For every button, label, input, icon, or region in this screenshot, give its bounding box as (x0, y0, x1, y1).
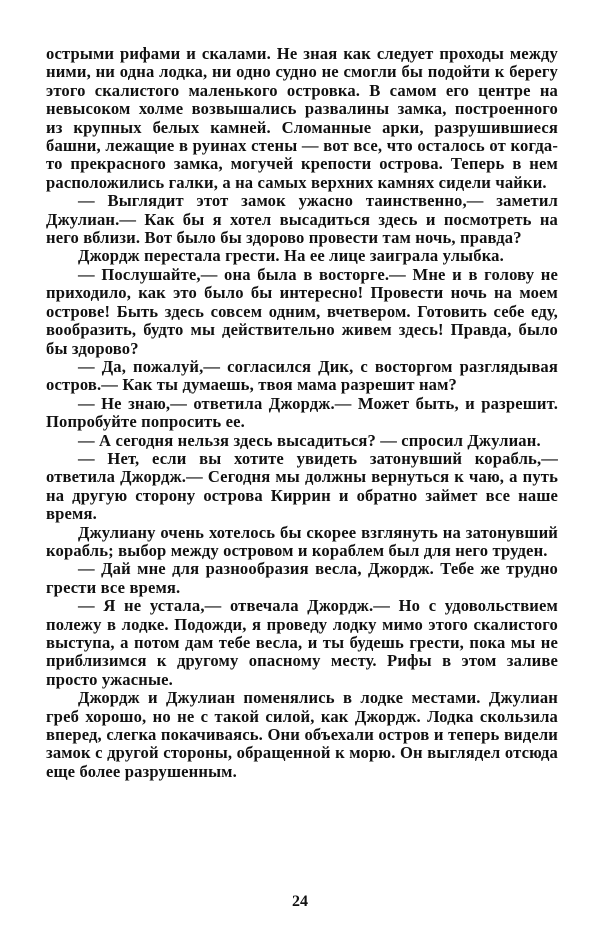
paragraph: Джордж и Джулиан поменялись в лодке местами. Джулиан греб хорошо, но не с такой силой, как Джордж. Лодка скользила вперед, слегка покачиваясь. Они объехали остров и теперь видели замок с другой стороны, обращенной к морю. Он выглядел отсюда еще более разрушенным. (46, 688, 558, 781)
paragraph: — Послушайте,— она была в восторге.— Мне и в голову не приходило, как это было бы интересно! Провести ночь на моем острове! Быть здесь совсем одним, вчетвером. Готовить себе еду, вообразить, будто мы действительно живем здесь! Правда, было бы здорово? (46, 264, 558, 358)
paragraph: Джулиану очень хотелось бы скорее взглянуть на затонувший корабль; выбор между островом и кораблем был для него труден. (46, 522, 558, 560)
paragraph: острыми рифами и скалами. Не зная как следует проходы между ними, ни одна лодка, ни одно судно не смогли бы подойти к берегу этого скалистого маленького островка. В самом его центре на невысоком холме возвышались развалины замка, построенного из крупных белых камней. Сломанные арки, разрушившиеся башни, лежащие в руинах стены — вот все, что осталось от когда-то прекрасного замка, могучей крепости острова. Теперь в нем расположились галки, а на самых верхних камнях сидели чайки. (46, 44, 558, 192)
paragraph: — Я не устала,— отвечала Джордж.— Но с удовольствием полежу в лодке. Подожди, я проведу лодку мимо этого скалистого выступа, а потом дам тебе весла, и ты будешь грести, пока мы не приблизимся к другому опасному месту. Рифы в этом заливе просто ужасные. (46, 596, 558, 689)
page-body (46, 45, 558, 781)
page-number: 24 (292, 893, 308, 910)
paragraph: — Да, пожалуй,— согласился Дик, с восторгом разглядывая остров.— Как ты думаешь, твоя мама разрешит нам? (46, 356, 558, 395)
paragraph: — А сегодня нельзя здесь высадиться? — спросил Джулиан. (78, 430, 541, 450)
paragraph: — Не знаю,— ответила Джордж.— Может быть, и разрешит. Попробуйте попросить ее. (46, 393, 558, 432)
paragraph: — Нет, если вы хотите увидеть затонувший корабль,— ответила Джордж.— Сегодня мы должны вернуться к чаю, а путь на другую сторону острова Киррин и обратно займет все наше время. (46, 448, 558, 524)
paragraph: — Дай мне для разнообразия весла, Джордж. Тебе же трудно грести все время. (46, 559, 558, 597)
paragraph: Джордж перестала грести. На ее лице заиграла улыбка. (78, 246, 504, 266)
paragraph: — Выглядит этот замок ужасно таинственно,— заметил Джулиан.— Как бы я хотел высадиться здесь и посмотреть на него вблизи. Вот было бы здорово провести там ночь, правда? (46, 191, 558, 248)
